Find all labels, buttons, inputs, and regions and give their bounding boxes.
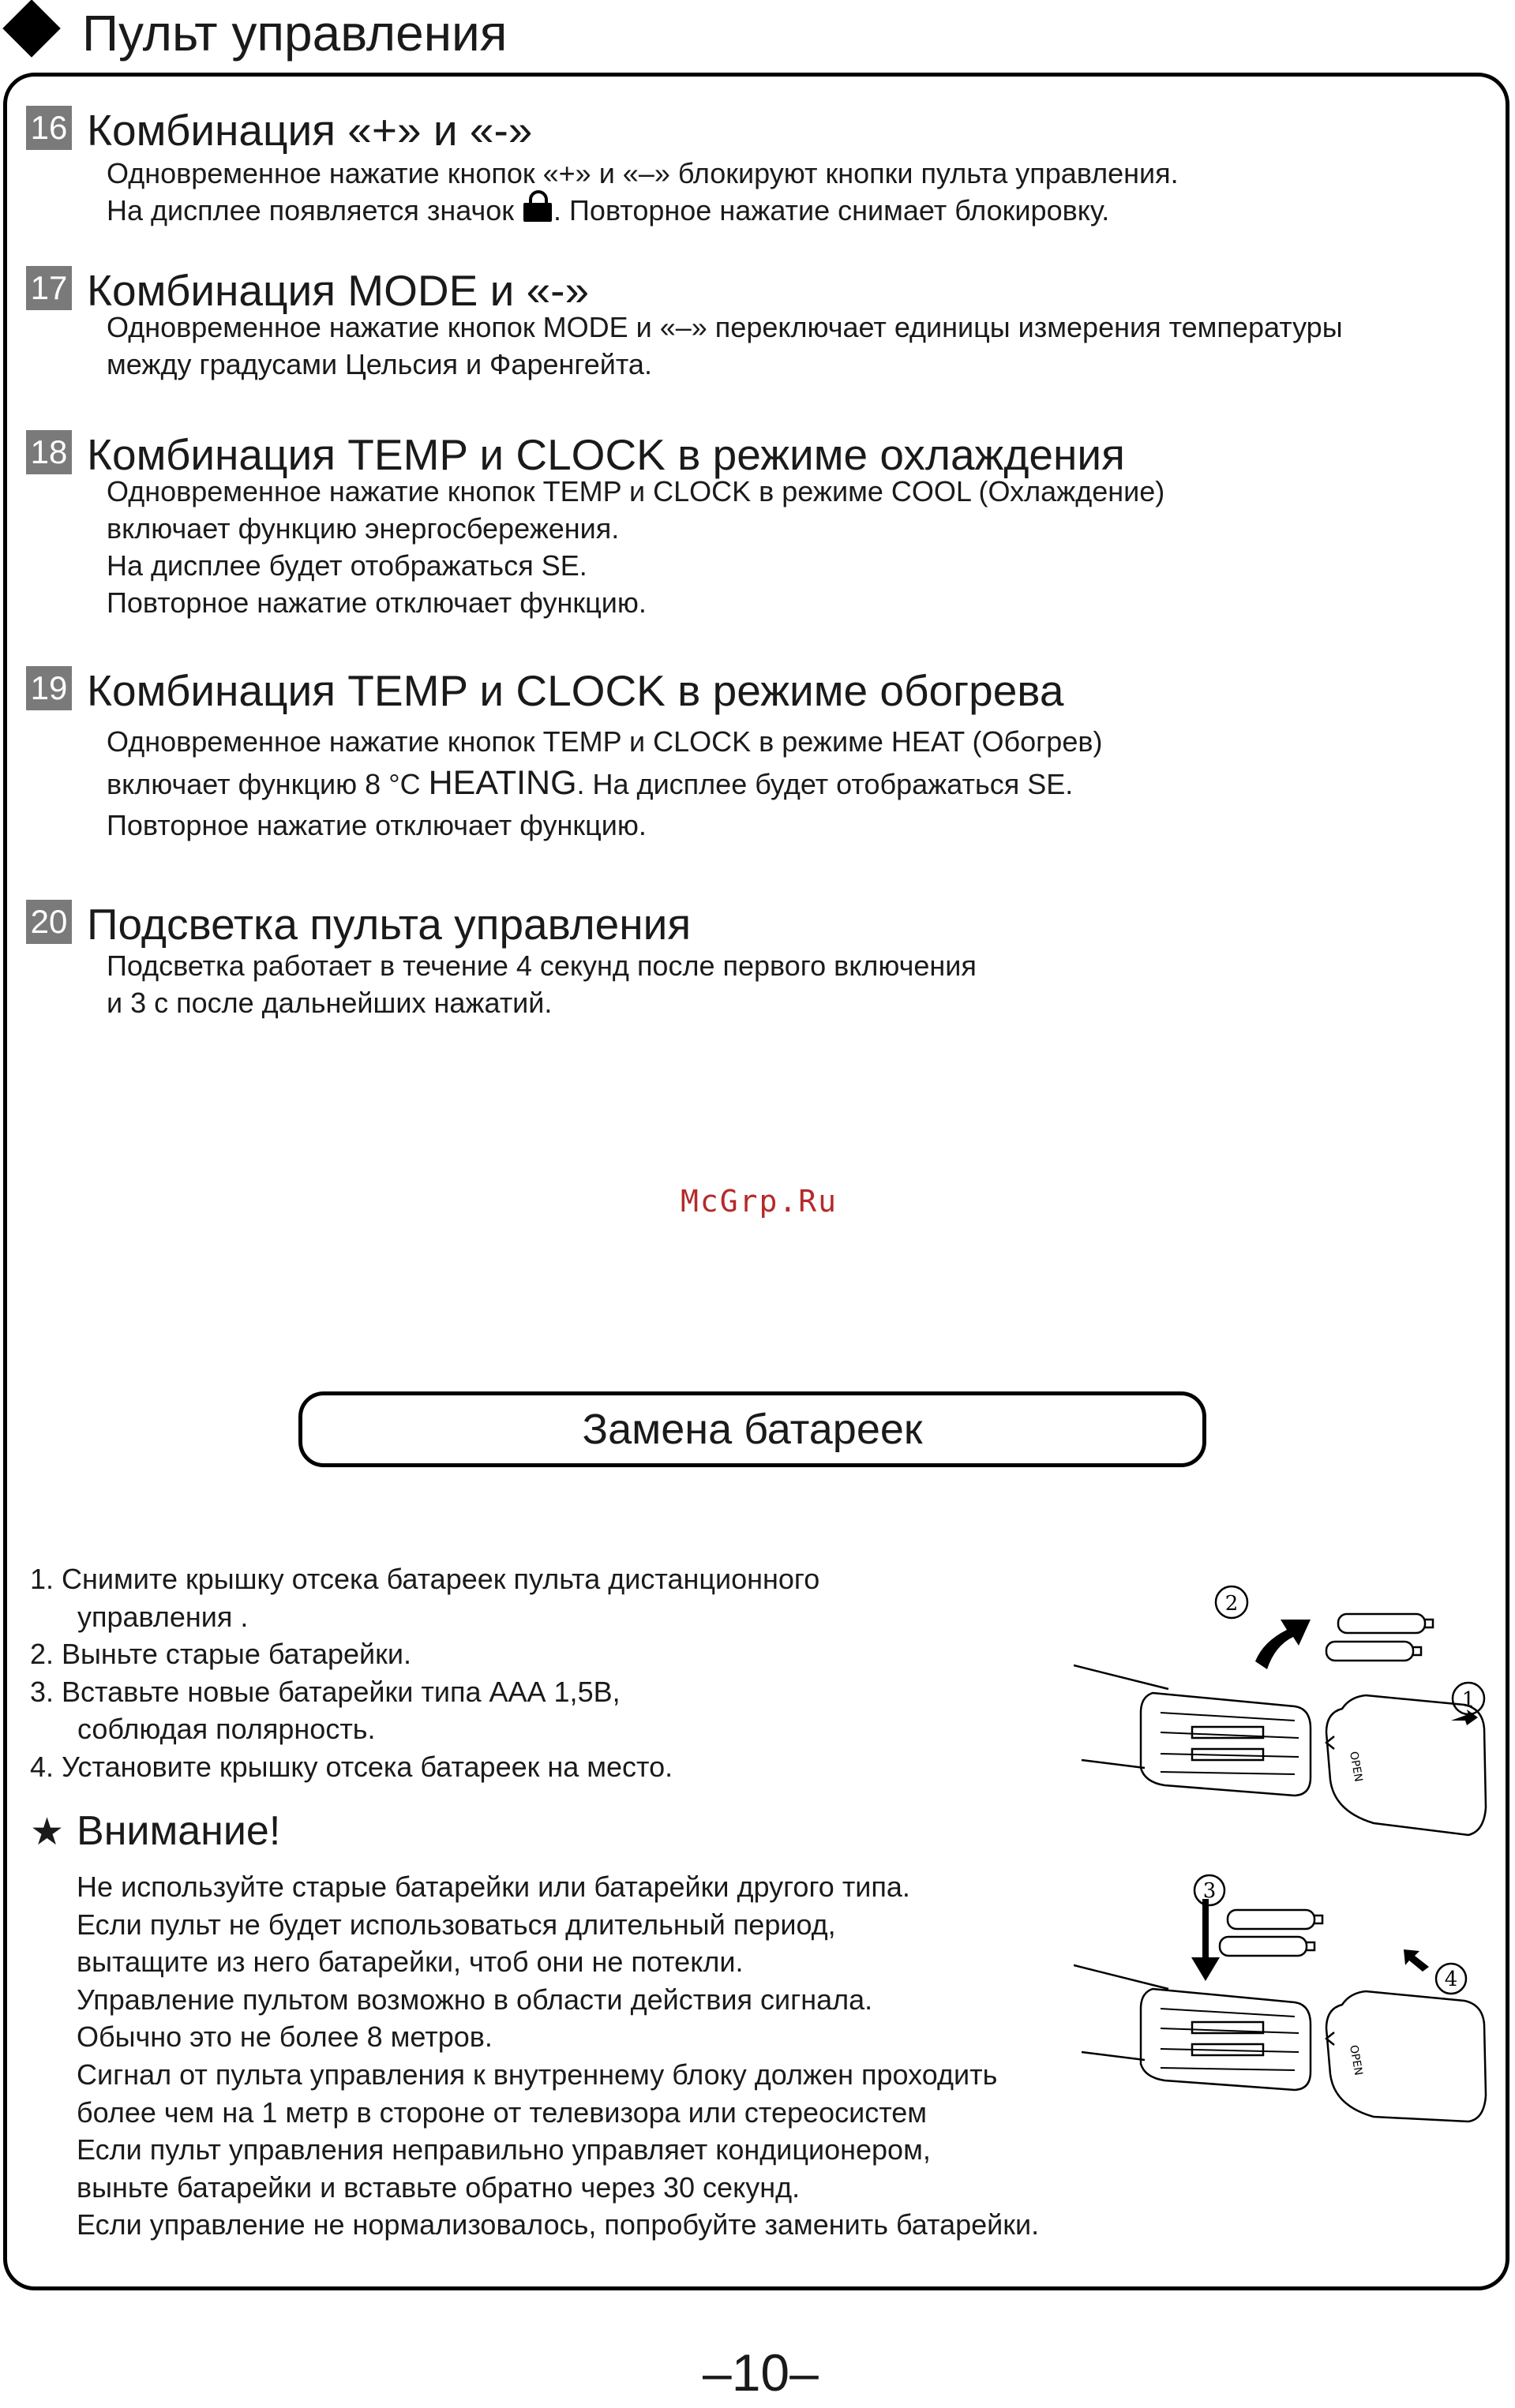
step-label: 3	[1202, 1879, 1217, 1903]
body-line: Повторное нажатие отключает функцию.	[107, 586, 647, 619]
remote-body-outline	[1074, 1665, 1168, 1768]
lock-icon	[523, 203, 552, 222]
section-title: Комбинация TEMP и CLOCK в режиме обогрева	[87, 666, 1064, 715]
heating-label: HEATING	[428, 764, 577, 802]
body-line	[107, 762, 1102, 805]
body-line: Одновременное нажатие кнопок TEMP и CLOCK в режиме COOL (Охлаждение)	[107, 475, 1165, 507]
body-text: включает функцию 8 °C	[107, 768, 429, 800]
list-item: 1. Снимите крышку отсека батареек пульта дистанционного	[30, 1563, 820, 1595]
curved-arrow-icon	[1255, 1620, 1311, 1669]
list-item: управления .	[77, 1600, 249, 1633]
section-number: 18	[26, 430, 72, 474]
section-number: 16	[26, 106, 72, 150]
body-line: На дисплее будет отображаться SE.	[107, 549, 587, 582]
body-line: Одновременное нажатие кнопок «+» и «–» блокируют кнопки пульта управления.	[107, 157, 1179, 189]
body-line: Если управление не нормализовалось, попробуйте заменить батарейки.	[77, 2208, 1040, 2241]
list-item: соблюдая полярность.	[77, 1713, 376, 1745]
battery-slot-lines	[1161, 1713, 1299, 1774]
section-body	[107, 309, 1343, 383]
step-label: 4	[1444, 1968, 1458, 1991]
step-label: 2	[1224, 1592, 1239, 1616]
section-body	[107, 473, 1164, 621]
down-arrow-icon	[1191, 1899, 1220, 1981]
body-line: и 3 с после дальнейших нажатий.	[107, 987, 553, 1019]
slide-arrow-icon	[1451, 1710, 1478, 1725]
battery-removal-illustration	[1074, 1571, 1500, 1839]
push-arrow-icon	[1404, 1949, 1429, 1972]
battery-steps-list	[30, 1560, 819, 1785]
body-line	[107, 192, 1179, 229]
section-number: 20	[26, 900, 72, 944]
list-item: 3. Вставьте новые батарейки типа ААА 1,5В,	[30, 1675, 621, 1708]
body-line: Не используйте старые батарейки или батарейки другого типа.	[77, 1871, 910, 1903]
section-title: Комбинация TEMP и CLOCK в режиме охлаждения	[87, 430, 1125, 479]
watermark: McGrp.Ru	[681, 1184, 838, 1219]
new-battery	[1220, 1937, 1307, 1956]
body-line: Одновременное нажатие кнопок MODE и «–» переключает единицы измерения температуры	[107, 311, 1343, 343]
new-battery	[1228, 1910, 1314, 1929]
page-number: –10–	[703, 2343, 819, 2402]
section-body	[107, 947, 977, 1021]
section-number: 19	[26, 666, 72, 710]
body-line: Подсветка работает в течение 4 секунд после первого включения	[107, 949, 977, 982]
remote-body-outline	[1074, 1965, 1168, 2060]
warning-title-text: Внимание!	[77, 1808, 281, 1854]
section-title: Комбинация «+» и «-»	[87, 106, 533, 155]
body-line: Если пульт не будет использоваться длительный период,	[77, 1908, 836, 1941]
battery-compartment	[1141, 1989, 1311, 2090]
warning-heading	[30, 1806, 280, 1858]
open-label: OPEN	[1347, 1750, 1365, 1783]
diamond-bullet-icon	[2, 0, 61, 58]
body-text: . На дисплее будет отображаться SE.	[576, 768, 1074, 800]
battery-compartment	[1141, 1693, 1311, 1796]
body-line: Управление пультом возможно в области действия сигнала.	[77, 1983, 873, 2016]
star-icon: ★	[30, 1811, 65, 1853]
list-item: 2. Выньте старые батарейки.	[30, 1638, 412, 1670]
body-line: включает функцию энергосбережения.	[107, 512, 620, 545]
body-line: Сигнал от пульта управления к внутреннему блоку должен проходить	[77, 2058, 998, 2091]
body-line: Если пульт управления неправильно управляет кондиционером,	[77, 2133, 931, 2166]
page-title: Пульт управления	[82, 5, 508, 62]
warning-body	[77, 1868, 1039, 2244]
section-title: Комбинация MODE и «-»	[87, 266, 590, 315]
section-body	[107, 721, 1102, 846]
body-text: . Повторное нажатие снимает блокировку.	[553, 194, 1110, 227]
body-line: вытащите из него батарейки, чтоб они не потекли.	[77, 1945, 744, 1979]
body-line: более чем на 1 метр в стороне от телевизора или стереосистем	[77, 2095, 928, 2129]
list-item: 4. Установите крышку отсека батареек на место.	[30, 1750, 673, 1783]
battery-section-header: Замена батареек	[298, 1391, 1206, 1467]
new-battery	[1338, 1614, 1425, 1633]
body-line: Одновременное нажатие кнопок TEMP и CLOCK в режиме HEAT (Обогрев)	[107, 725, 1103, 758]
page-header	[0, 0, 711, 71]
section-number: 17	[26, 266, 72, 310]
step-label: 1	[1461, 1688, 1476, 1712]
body-line: выньте батарейки и вставьте обратно через 30 секунд.	[77, 2170, 801, 2204]
body-line: между градусами Цельсия и Фаренгейта.	[107, 348, 652, 380]
new-battery	[1326, 1642, 1413, 1661]
battery-insertion-illustration	[1074, 1871, 1500, 2123]
body-line: Обычно это не более 8 метров.	[77, 2020, 493, 2054]
battery-slot-lines	[1161, 2009, 1299, 2070]
section-title: Подсветка пульта управления	[87, 900, 692, 949]
battery-terminals	[1413, 1620, 1433, 1655]
body-line: Повторное нажатие отключает функцию.	[107, 809, 647, 841]
body-text: На дисплее появляется значок	[107, 194, 523, 227]
section-body	[107, 155, 1179, 229]
open-label: OPEN	[1347, 2043, 1365, 2077]
